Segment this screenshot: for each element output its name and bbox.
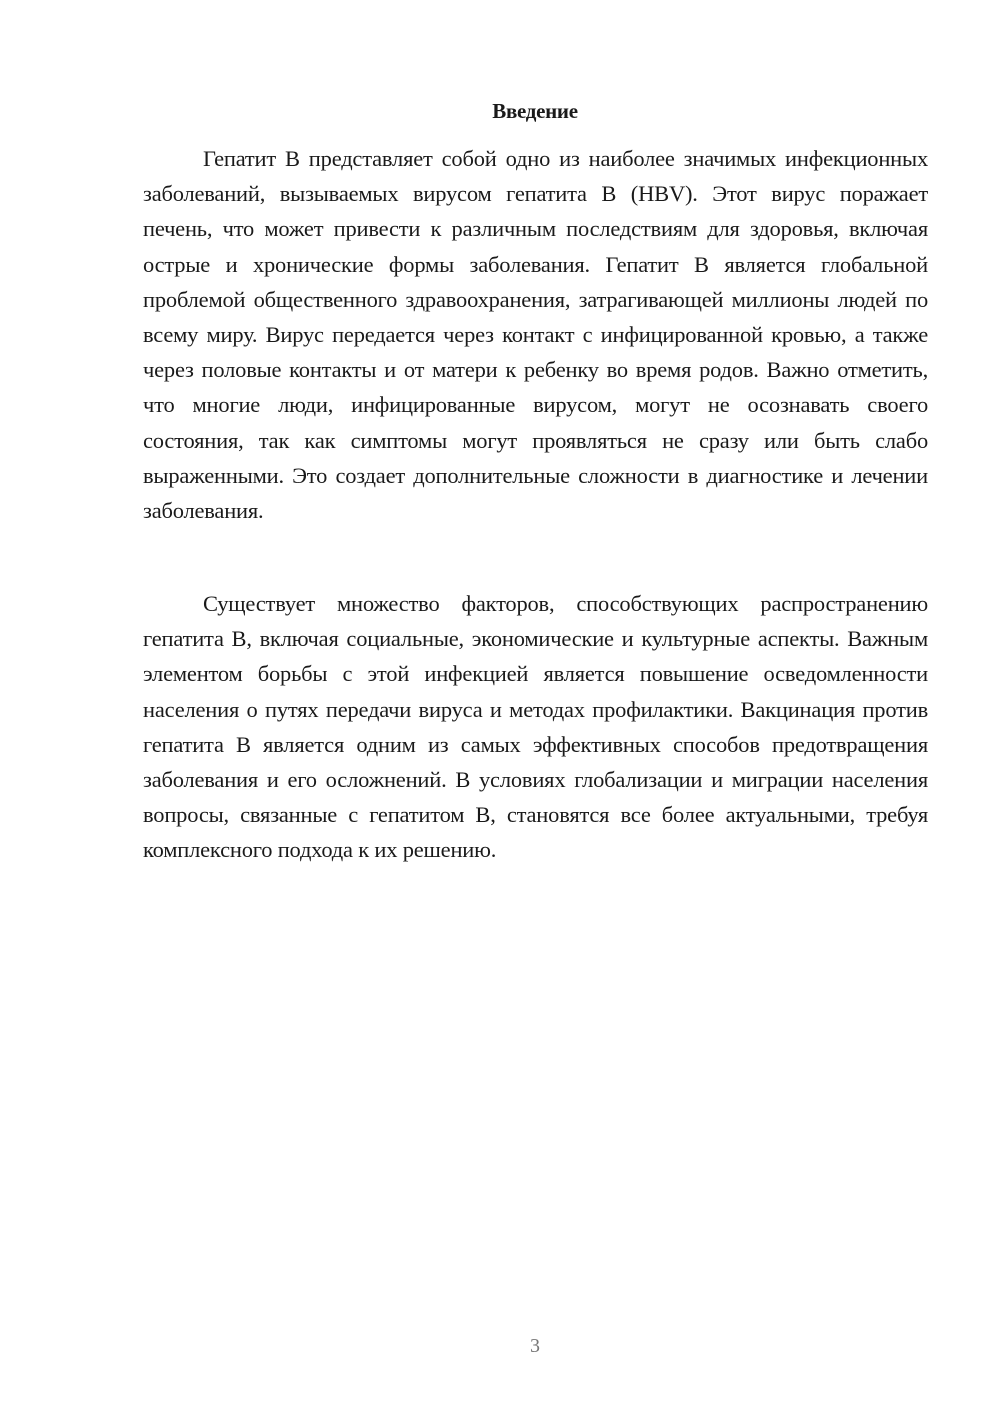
section-title: Введение [492,99,578,123]
paragraph-1: Гепатит В представляет собой одно из наиболее значимых инфекционных заболеваний, вызываемых вирусом гепатита В (HBV). Этот вирус поражает печень, что может привести к различным последствиям для здоровья, включая острые и хронические формы заболевания. Гепатит В является глобальной проблемой общественного здравоохранения, затрагивающей миллионы людей по всему миру. Вирус передается через контакт с инфицированной кровью, а также через половые контакты и от матери к ребенку во время родов. Важно отметить, что многие люди, инфицированные вирусом, могут не осознавать своего состояния, так как симптомы могут проявляться не сразу или быть слабо выраженными. Это создает дополнительные сложности в диагностике и лечении заболевания. [143,146,928,524]
page-number: 3 [530,1335,540,1357]
paragraph-2: Существует множество факторов, способствующих распространению гепатита В, включая социальные, экономические и культурные аспекты. Важным элементом борьбы с этой инфекцией является повышение осведомленности населения о путях передачи вируса и методах профилактики. Вакцинация против гепатита В является одним из самых эффективных способов предотвращения заболевания и его осложнений. В условиях глобализации и миграции населения вопросы, связанные с гепатитом В, становятся все более актуальными, требуя комплексного подхода к их решению. [143,591,928,863]
